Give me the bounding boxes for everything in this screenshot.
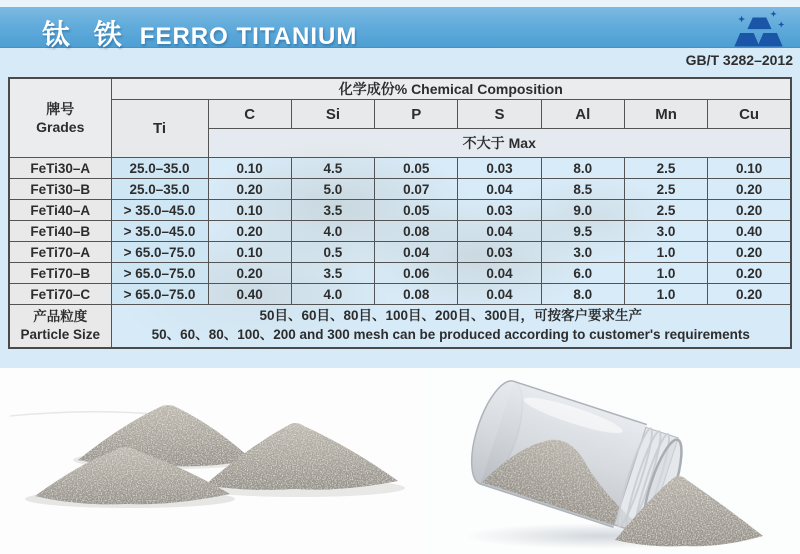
- composition-value-cell: 2.5: [624, 200, 707, 221]
- composition-value-cell: 4.0: [291, 221, 374, 242]
- table-row: [9, 179, 791, 200]
- composition-value-cell: 0.06: [375, 263, 458, 284]
- grade-cell: FeTi70–A: [9, 242, 111, 263]
- table-row: [9, 284, 791, 305]
- grade-cell: FeTi70–C: [9, 284, 111, 305]
- element-header-al: Al: [541, 100, 624, 129]
- ti-header: Ti: [111, 100, 208, 158]
- particle-size-text-cn: 50目、60目、80目、100目、200目、300目，可按客户要求生产: [259, 307, 643, 323]
- standard-code: GB/T 3282–2012: [685, 52, 793, 68]
- grade-cell: FeTi30–A: [9, 158, 111, 179]
- composition-value-cell: 0.40: [208, 284, 291, 305]
- composition-value-cell: 1.0: [624, 263, 707, 284]
- table-row: [9, 158, 791, 179]
- composition-value-cell: 9.5: [541, 221, 624, 242]
- composition-value-cell: 0.03: [458, 200, 541, 221]
- composition-value-cell: 0.20: [708, 242, 791, 263]
- ti-range-cell: > 65.0–75.0: [111, 284, 208, 305]
- ti-range-cell: > 65.0–75.0: [111, 242, 208, 263]
- grades-header-cn: 牌号: [46, 100, 75, 117]
- grades-header: [9, 78, 111, 158]
- composition-value-cell: 0.08: [375, 284, 458, 305]
- composition-value-cell: 3.0: [541, 242, 624, 263]
- table-row: [9, 263, 791, 284]
- composition-value-cell: 8.0: [541, 158, 624, 179]
- element-header-cu: Cu: [708, 100, 791, 129]
- element-header-c: C: [208, 100, 291, 129]
- composition-value-cell: 0.10: [208, 200, 291, 221]
- composition-value-cell: 0.20: [208, 179, 291, 200]
- powder-piles-photo: [0, 368, 425, 554]
- header-bar: [0, 7, 800, 48]
- powder-jar-photo: [425, 368, 800, 554]
- composition-value-cell: 0.04: [458, 284, 541, 305]
- composition-value-cell: 0.20: [708, 284, 791, 305]
- ti-range-cell: 25.0–35.0: [111, 179, 208, 200]
- element-header-row: [9, 100, 791, 129]
- page-title-chinese: 钛 铁: [42, 19, 130, 50]
- composition-value-cell: 0.10: [208, 158, 291, 179]
- composition-value-cell: 4.0: [291, 284, 374, 305]
- composition-value-cell: 5.0: [291, 179, 374, 200]
- composition-value-cell: 0.03: [458, 158, 541, 179]
- particle-size-label-cn: 产品粒度: [33, 308, 88, 324]
- gold-ingots-logo-icon: [730, 9, 788, 55]
- composition-value-cell: 0.04: [458, 263, 541, 284]
- particle-size-text-en: 50、60、80、100、200 and 300 mesh can be produced according to customer's requirements: [151, 326, 750, 342]
- max-note-cn: 不大于: [462, 135, 505, 151]
- particle-size-text: [111, 305, 791, 348]
- particle-size-label: [9, 305, 111, 348]
- ti-range-cell: > 65.0–75.0: [111, 263, 208, 284]
- grade-cell: FeTi30–B: [9, 179, 111, 200]
- grade-cell: FeTi40–A: [9, 200, 111, 221]
- particle-size-row: [9, 305, 791, 348]
- composition-value-cell: 3.5: [291, 200, 374, 221]
- table-row: [9, 200, 791, 221]
- composition-value-cell: 1.0: [624, 242, 707, 263]
- composition-value-cell: 0.04: [375, 242, 458, 263]
- composition-value-cell: 9.0: [541, 200, 624, 221]
- composition-value-cell: 4.5: [291, 158, 374, 179]
- top-strip: [0, 0, 800, 7]
- composition-value-cell: 2.5: [624, 179, 707, 200]
- composition-value-cell: 0.04: [458, 221, 541, 242]
- grade-cell: FeTi40–B: [9, 221, 111, 242]
- composition-value-cell: 0.40: [708, 221, 791, 242]
- table-row: [9, 242, 791, 263]
- composition-value-cell: 2.5: [624, 158, 707, 179]
- max-note-en: Max: [508, 135, 536, 151]
- element-header-mn: Mn: [624, 100, 707, 129]
- composition-value-cell: 0.10: [708, 158, 791, 179]
- composition-value-cell: 0.20: [708, 200, 791, 221]
- composition-value-cell: 1.0: [624, 284, 707, 305]
- composition-value-cell: 0.10: [208, 242, 291, 263]
- composition-table: [8, 77, 792, 349]
- composition-value-cell: 8.5: [541, 179, 624, 200]
- composition-value-cell: 0.05: [375, 200, 458, 221]
- grade-cell: FeTi70–B: [9, 263, 111, 284]
- composition-value-cell: 3.0: [624, 221, 707, 242]
- table-row: [9, 221, 791, 242]
- composition-value-cell: 3.5: [291, 263, 374, 284]
- element-header-si: Si: [291, 100, 374, 129]
- composition-value-cell: 0.04: [458, 179, 541, 200]
- product-photos: [0, 368, 800, 554]
- max-note-cell: [208, 129, 791, 158]
- composition-value-cell: 0.07: [375, 179, 458, 200]
- composition-value-cell: 0.03: [458, 242, 541, 263]
- composition-value-cell: 0.05: [375, 158, 458, 179]
- composition-value-cell: 0.5: [291, 242, 374, 263]
- composition-value-cell: 8.0: [541, 284, 624, 305]
- ti-range-cell: > 35.0–45.0: [111, 200, 208, 221]
- ti-range-cell: 25.0–35.0: [111, 158, 208, 179]
- composition-value-cell: 0.08: [375, 221, 458, 242]
- composition-table-wrap: [8, 77, 792, 349]
- particle-size-label-en: Particle Size: [20, 326, 101, 342]
- composition-value-cell: 0.20: [208, 221, 291, 242]
- page-title-english: FERRO TITANIUM: [139, 23, 358, 50]
- chemical-composition-header: 化学成份% Chemical Composition: [111, 78, 791, 100]
- ti-range-cell: > 35.0–45.0: [111, 221, 208, 242]
- element-header-s: S: [458, 100, 541, 129]
- element-header-p: P: [375, 100, 458, 129]
- composition-value-cell: 0.20: [708, 263, 791, 284]
- composition-value-cell: 0.20: [208, 263, 291, 284]
- composition-value-cell: 6.0: [541, 263, 624, 284]
- grades-header-en: Grades: [36, 119, 85, 135]
- composition-header-row: [9, 78, 791, 100]
- composition-value-cell: 0.20: [708, 179, 791, 200]
